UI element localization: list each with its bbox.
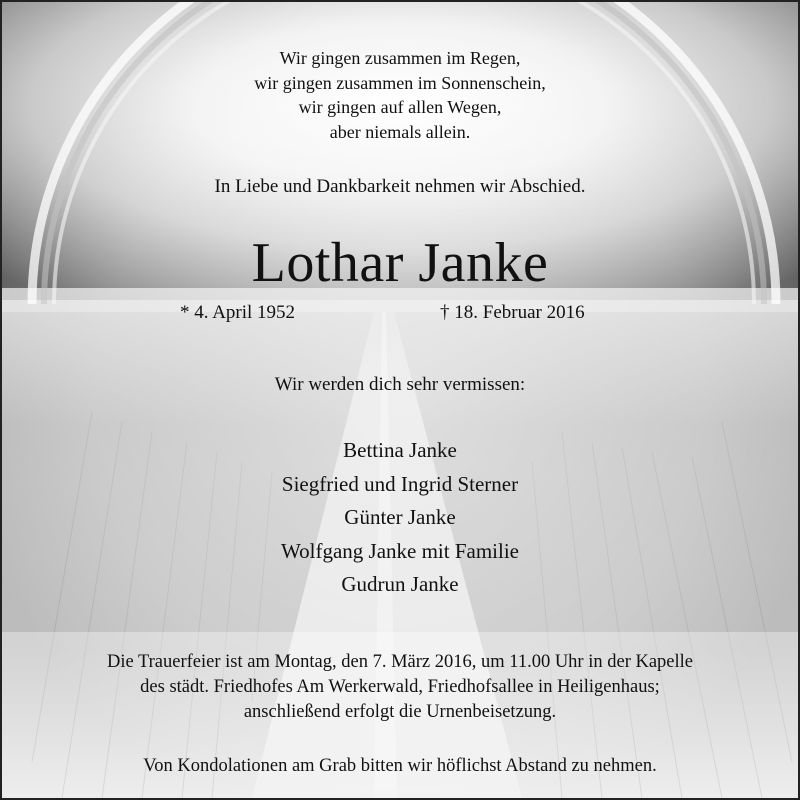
mourners-list	[2, 434, 798, 602]
life-dates	[2, 302, 798, 328]
condolence-note: Von Kondolationen am Grab bitten wir höflichst Abstand zu nehmen.	[143, 756, 657, 776]
poem-line: aber niemals allein.	[329, 121, 471, 142]
mourner-name: Gudrun Janke	[341, 572, 459, 596]
deceased-name: Lothar Janke	[251, 232, 549, 294]
farewell-line: In Liebe und Dankbarkeit nehmen wir Abschied.	[214, 176, 586, 197]
mourner-name: Wolfgang Janke mit Familie	[280, 538, 519, 563]
poem-line: wir gingen zusammen im Sonnenschein,	[254, 72, 546, 93]
notice-text	[2, 2, 798, 798]
death-date: † 18. Februar 2016	[440, 302, 585, 323]
ceremony-line: anschließend erfolgt die Urnenbeisetzung.	[243, 702, 557, 722]
mourner-name: Siegfried und Ingrid Sterner	[281, 471, 519, 496]
poem-line: wir gingen auf allen Wegen,	[298, 97, 502, 117]
birth-date: * 4. April 1952	[180, 302, 296, 323]
ceremony-line: des städt. Friedhofes Am Werkerwald, Friedhofsallee in Heiligenhaus;	[140, 677, 660, 697]
missing-line: Wir werden dich sehr vermissen:	[274, 374, 526, 395]
mourner-name: Bettina Janke	[343, 438, 457, 462]
poem-line: Wir gingen zusammen im Regen,	[279, 48, 521, 68]
poem	[2, 46, 798, 144]
ceremony-line: Die Trauerfeier ist am Montag, den 7. März 2016, um 11.00 Uhr in der Kapelle	[106, 652, 694, 672]
mourner-name: Günter Janke	[344, 505, 456, 529]
ceremony-info	[2, 650, 798, 725]
